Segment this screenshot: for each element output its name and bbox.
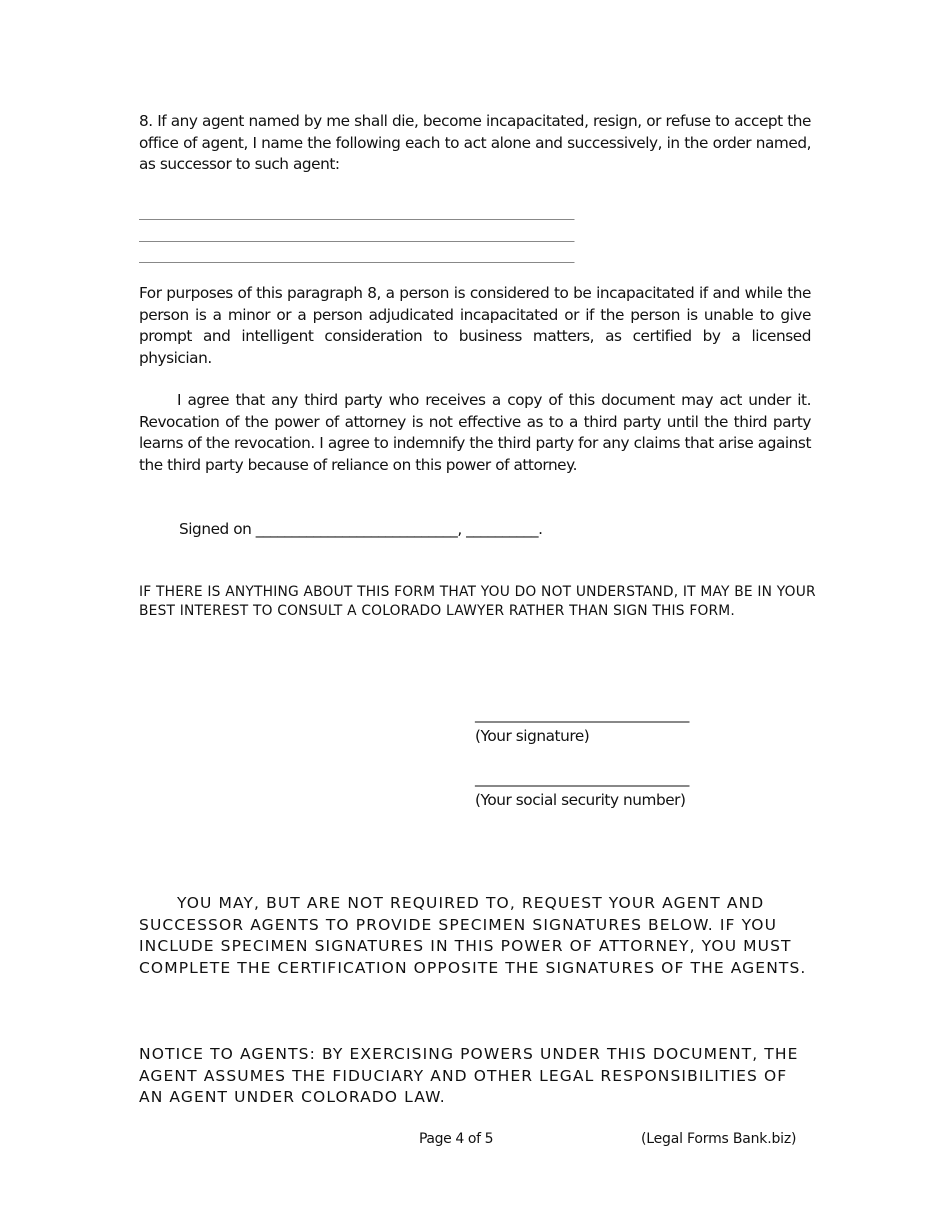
successor-blank-line-3: _________________________________________________________________________ bbox=[139, 249, 574, 263]
incapacitated-definition-paragraph: For purposes of this paragraph 8, a person is considered to be incapacitated if and while the person is a minor or a person adjudicated incapacitated or if the person is unable to give prompt and intelligent consideration to business matters, as certified by a licensed physician. bbox=[139, 284, 811, 367]
signature-rule: ___________________________________ bbox=[475, 707, 689, 723]
successor-blank-line-2: _________________________________________________________________________ bbox=[139, 228, 574, 242]
page-number: Page 4 of 5 bbox=[419, 1131, 494, 1147]
signed-on-line: Signed on ____________________________, __________. bbox=[179, 520, 543, 538]
signature-caption: (Your signature) bbox=[475, 727, 590, 745]
successor-blank-line-1: _________________________________________________________________________ bbox=[139, 206, 574, 220]
consult-lawyer-notice: IF THERE IS ANYTHING ABOUT THIS FORM THAT YOU DO NOT UNDERSTAND, IT MAY BE IN YOUR BEST INTEREST TO CONSULT A COLORADO LAWYER RATHER THAN SIGN THIS FORM. bbox=[139, 584, 816, 619]
specimen-signatures-notice: YOU MAY, BUT ARE NOT REQUIRED TO, REQUEST YOUR AGENT AND SUCCESSOR AGENTS TO PROVIDE SPECIMEN SIGNATURES BELOW. IF YOU INCLUDE SPECIMEN SIGNATURES IN THIS POWER OF ATTORNEY, YOU MUST COMPLETE THE CERTIFICATION OPPOSITE THE SIGNATURES OF THE AGENTS. bbox=[139, 894, 807, 977]
notice-to-agents: NOTICE TO AGENTS: BY EXERCISING POWERS UNDER THIS DOCUMENT, THE AGENT ASSUMES THE FIDUCIARY AND OTHER LEGAL RESPONSIBILITIES OF AN AGENT UNDER COLORADO LAW. bbox=[139, 1045, 799, 1106]
third-party-paragraph: I agree that any third party who receives a copy of this document may act under it. Revocation of the power of attorney is not effective as to a third party until the third party learns of the revocation. I agree to indemnify the third party for any claims that arise against the third party because of reliance on this power of attorney. bbox=[139, 391, 811, 474]
ssn-caption: (Your social security number) bbox=[475, 791, 686, 809]
ssn-block bbox=[475, 772, 689, 811]
footer-source: (Legal Forms Bank.biz) bbox=[641, 1131, 797, 1147]
signature-block bbox=[475, 708, 689, 747]
ssn-rule: ___________________________________ bbox=[475, 771, 689, 787]
successor-agent-paragraph: 8. If any agent named by me shall die, become incapacitated, resign, or refuse to accept the office of agent, I name the following each to act alone and successively, in the order named, as successor to such agent: bbox=[139, 112, 811, 173]
